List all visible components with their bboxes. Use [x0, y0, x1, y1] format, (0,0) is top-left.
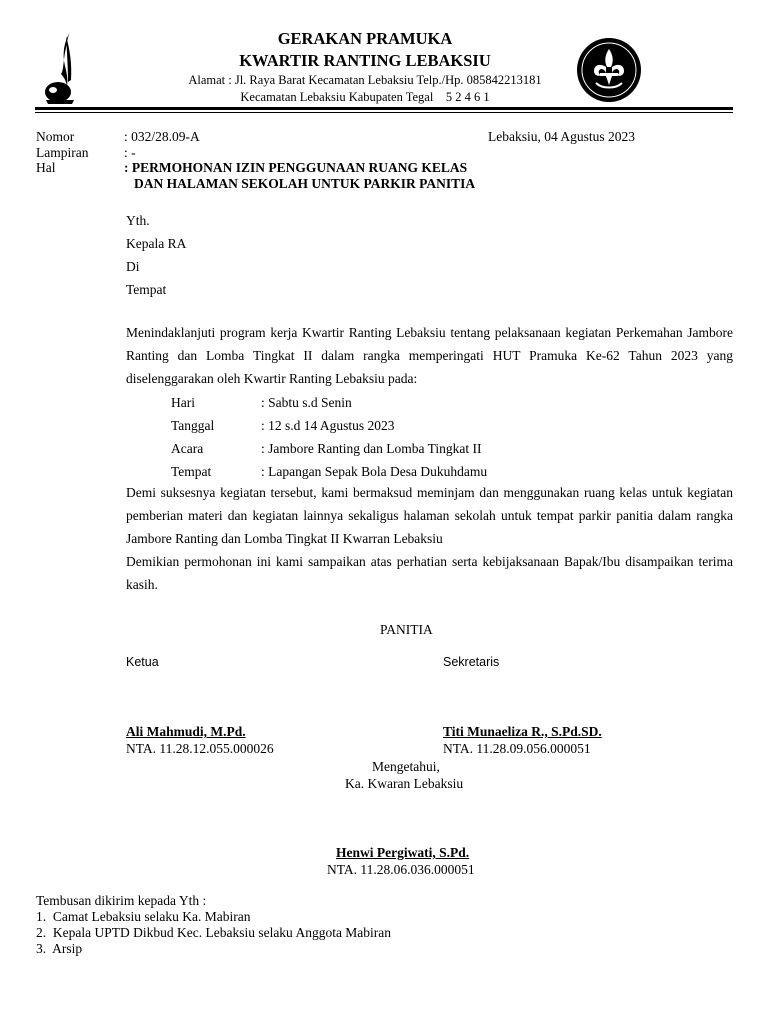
chair-name: Ali Mahmudi, M.Pd.	[126, 724, 246, 739]
detail-value: : Sabtu s.d Senin	[261, 395, 352, 410]
secretary-nta: NTA. 11.28.09.056.000051	[443, 741, 591, 756]
detail-value: : Lapangan Sepak Bola Desa Dukuhdamu	[261, 464, 488, 479]
header-rule-thin	[35, 112, 733, 113]
body-closing: Demikian permohonan ini kami sampaikan atas perhatian serta kebijaksanaan Bapak/Ibu disampaikan terima kasih.	[126, 554, 733, 592]
detail-value: : Jambore Ranting dan Lomba Tingkat II	[261, 441, 482, 456]
cc-item: 1. Camat Lebaksiu selaku Ka. Mabiran	[36, 909, 251, 924]
detail-label: Acara	[171, 441, 204, 456]
acknowledged-title: Ka. Kwaran Lebaksiu	[345, 776, 464, 791]
hal-value-line-2: DAN HALAMAN SEKOLAH UNTUK PARKIR PANITIA	[134, 176, 476, 191]
lampiran-value: : -	[124, 145, 136, 160]
committee-label: PANITIA	[380, 622, 433, 637]
recipient-line-2: Kepala RA	[126, 236, 187, 251]
detail-label: Tempat	[171, 464, 212, 479]
cc-item: 2. Kepala UPTD Dikbud Kec. Lebaksiu selaku Anggota Mabiran	[36, 925, 392, 940]
chair-nta: NTA. 11.28.12.055.000026	[126, 741, 274, 756]
scout-fleur-de-lis-emblem-icon	[576, 37, 642, 103]
body-request: Demi suksesnya kegiatan tersebut, kami bermaksud meminjam dan menggunakan ruang kelas untuk kegiatan pemberian materi dan kegiatan lainnya sekaligus halaman sekolah untuk tempat parkir panitia dalam rangka Jambore Ranting dan Lomba Tingkat II Kwarran Lebaksiu	[126, 485, 733, 546]
lampiran-label: Lampiran	[36, 145, 89, 160]
recipient-line-3: Di	[126, 259, 140, 274]
body-intro: Menindaklanjuti program kerja Kwartir Ranting Lebaksiu tentang pelaksanaan kegiatan Perkemahan Jambore Ranting dan Lomba Tingkat II dalam rangka memperingati HUT Pramuka Ke-62 Tahun 2023 yang diselenggarakan oleh Kwartir Ranting Lebaksiu pada:	[126, 325, 733, 386]
hal-value-line-1: : PERMOHONAN IZIN PENGGUNAAN RUANG KELAS	[124, 160, 468, 175]
secretary-name: Titi Munaeliza R., S.Pd.SD.	[443, 724, 602, 739]
head-nta: NTA. 11.28.06.036.000051	[327, 862, 475, 877]
recipient-line-4: Tempat	[126, 282, 167, 297]
detail-label: Tanggal	[171, 418, 215, 433]
detail-value: : 12 s.d 14 Agustus 2023	[261, 418, 395, 433]
cc-item: 3. Arsip	[36, 941, 83, 956]
body-intro-block	[126, 321, 733, 390]
hal-label: Hal	[36, 160, 56, 175]
cc-title: Tembusan dikirim kepada Yth :	[36, 893, 207, 908]
head-name: Henwi Pergiwati, S.Pd.	[336, 845, 470, 860]
address-line-1: Alamat : Jl. Raya Barat Kecamatan Lebaksiu Telp./Hp. 085842213181	[188, 73, 542, 87]
nomor-value: : 032/28.09-A	[124, 129, 200, 144]
secretary-title: Sekretaris	[443, 655, 500, 669]
place-date: Lebaksiu, 04 Agustus 2023	[488, 129, 635, 144]
header-rule-thick	[35, 107, 733, 110]
acknowledged-label: Mengetahui,	[372, 759, 440, 774]
tunas-kelapa-icon	[40, 30, 82, 108]
nomor-label: Nomor	[36, 129, 75, 144]
detail-label: Hari	[171, 395, 195, 410]
org-name: GERAKAN PRAMUKA	[277, 29, 453, 48]
recipient-line-1: Yth.	[126, 213, 150, 228]
unit-name: KWARTIR RANTING LEBAKSIU	[239, 51, 491, 70]
chair-title: Ketua	[126, 655, 159, 669]
body-request-block	[126, 481, 733, 596]
address-line-2: Kecamatan Lebaksiu Kabupaten Tegal 5 2 4 6 1	[240, 90, 490, 104]
